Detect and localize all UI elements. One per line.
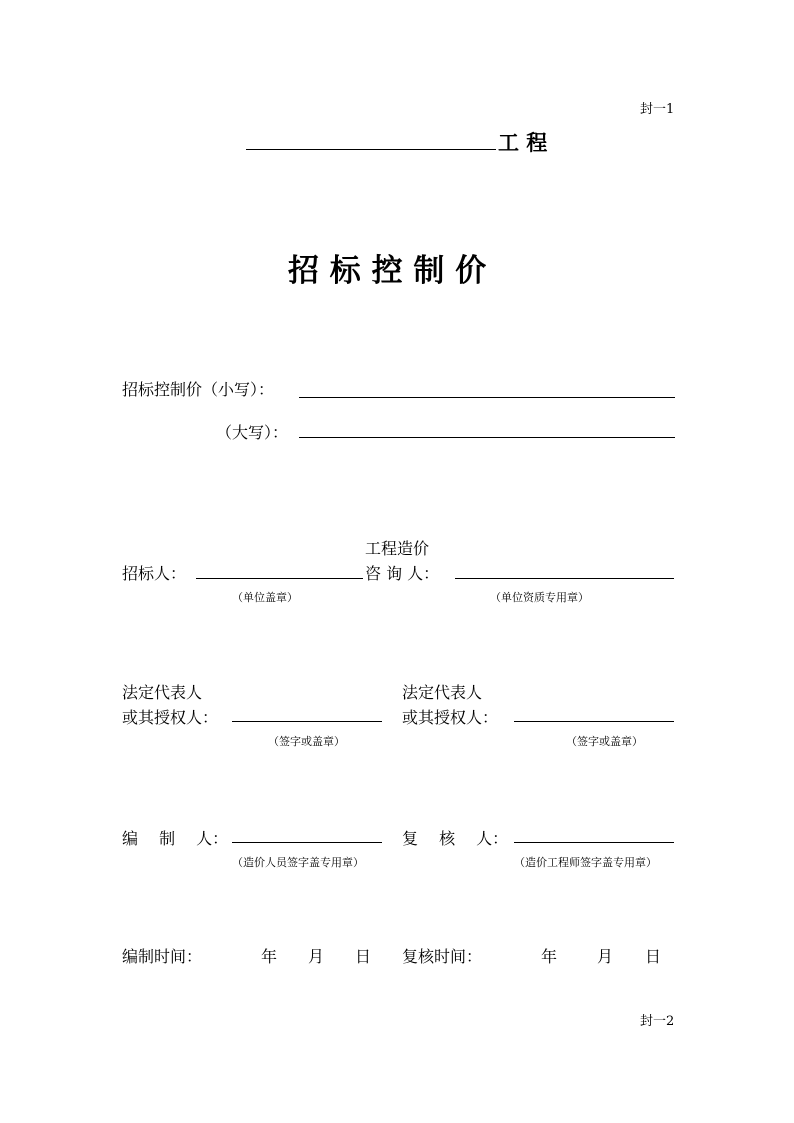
legal-right-line1: 法定代表人 <box>402 683 483 702</box>
consultant-line <box>455 578 674 579</box>
compiler-note: （造价人员签字盖专用章） <box>232 856 364 869</box>
page-code-bottom: 封一2 <box>640 1014 675 1029</box>
price-lowercase-line <box>299 397 675 398</box>
reviewer-line <box>514 842 674 843</box>
legal-right-signature-line <box>514 721 674 722</box>
legal-left-note: （签字或盖章） <box>268 735 345 748</box>
tenderer-seal-note: （单位盖章） <box>232 591 298 604</box>
review-date-month: 月 <box>597 947 614 966</box>
project-name-line <box>246 149 496 150</box>
tenderer-label: 招标人： <box>122 564 187 583</box>
legal-right-line2: 或其授权人： <box>402 708 499 727</box>
review-date-year: 年 <box>541 947 558 966</box>
consultant-label-top: 工程造价 <box>365 539 430 558</box>
compiler-line <box>232 842 382 843</box>
reviewer-label: 复 核 人： <box>402 829 509 848</box>
compile-date-month: 月 <box>308 947 325 966</box>
consultant-label-bottom: 咨 询 人： <box>365 564 440 583</box>
review-date-day: 日 <box>645 947 662 966</box>
page-title: 招 标 控 制 价 <box>288 253 487 289</box>
legal-left-signature-line <box>232 721 382 722</box>
compiler-label: 编 制 人： <box>122 829 229 848</box>
compile-date-day: 日 <box>355 947 372 966</box>
review-date-label: 复核时间： <box>402 947 483 966</box>
legal-right-note: （签字或盖章） <box>566 735 643 748</box>
price-uppercase-label: （大写）： <box>216 423 289 442</box>
legal-left-line1: 法定代表人 <box>122 683 203 702</box>
price-uppercase-line <box>299 437 675 438</box>
legal-left-line2: 或其授权人： <box>122 708 219 727</box>
project-suffix: 工 程 <box>498 130 548 155</box>
reviewer-note: （造价工程师签字盖专用章） <box>514 856 657 869</box>
price-lowercase-label: 招标控制价（小写）： <box>122 380 275 399</box>
tenderer-line <box>196 578 363 579</box>
compile-date-year: 年 <box>261 947 278 966</box>
consultant-seal-note: （单位资质专用章） <box>490 591 589 604</box>
page-code-top: 封一1 <box>640 102 675 117</box>
compile-date-label: 编制时间： <box>122 947 203 966</box>
